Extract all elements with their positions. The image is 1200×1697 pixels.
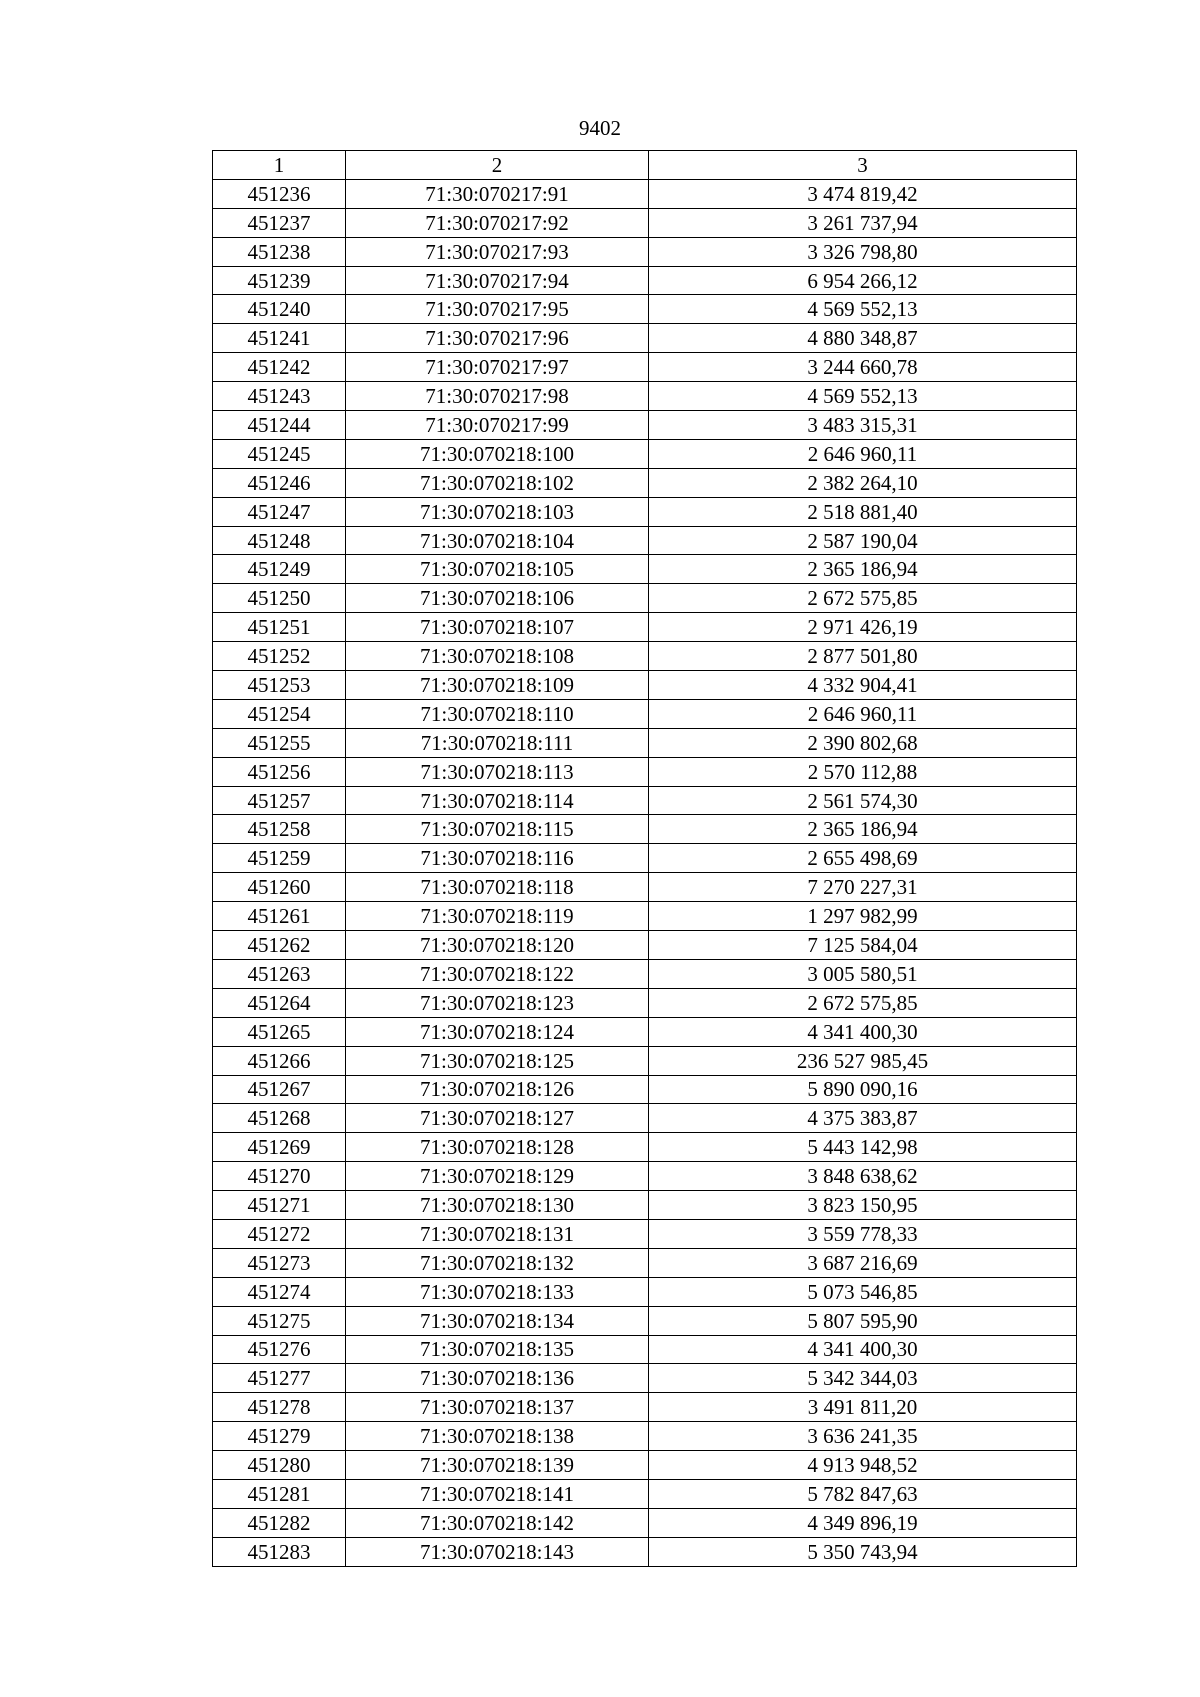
cadastral-value-cell: 3 491 811,20 <box>649 1393 1077 1422</box>
cadastral-value-cell: 3 636 241,35 <box>649 1422 1077 1451</box>
table-row <box>213 1451 1077 1480</box>
cadastral-value-cell: 4 341 400,30 <box>649 1335 1077 1364</box>
table-row <box>213 1104 1077 1133</box>
table-row <box>213 1393 1077 1422</box>
table-row <box>213 873 1077 902</box>
cadastral-number-cell: 71:30:070218:141 <box>346 1479 649 1508</box>
row-number-cell: 451263 <box>213 959 346 988</box>
row-number-cell: 451240 <box>213 295 346 324</box>
cadastral-number-cell: 71:30:070218:134 <box>346 1306 649 1335</box>
cadastral-number-cell: 71:30:070218:131 <box>346 1219 649 1248</box>
cadastral-number-cell: 71:30:070218:122 <box>346 959 649 988</box>
cadastral-value-cell: 3 326 798,80 <box>649 237 1077 266</box>
cadastral-number-cell: 71:30:070218:129 <box>346 1162 649 1191</box>
cadastral-value-cell: 4 375 383,87 <box>649 1104 1077 1133</box>
row-number-cell: 451249 <box>213 555 346 584</box>
cadastral-value-cell: 1 297 982,99 <box>649 902 1077 931</box>
cadastral-number-cell: 71:30:070218:120 <box>346 931 649 960</box>
cadastral-value-cell: 2 561 574,30 <box>649 786 1077 815</box>
cadastral-number-cell: 71:30:070218:123 <box>346 988 649 1017</box>
cadastral-value-cell: 3 474 819,42 <box>649 179 1077 208</box>
cadastral-number-cell: 71:30:070218:106 <box>346 584 649 613</box>
cadastral-number-cell: 71:30:070218:125 <box>346 1046 649 1075</box>
cadastral-number-cell: 71:30:070217:91 <box>346 179 649 208</box>
cadastral-value-cell: 2 672 575,85 <box>649 584 1077 613</box>
table-row <box>213 671 1077 700</box>
table-row <box>213 439 1077 468</box>
cadastral-value-cell: 4 913 948,52 <box>649 1451 1077 1480</box>
cadastral-value-cell: 6 954 266,12 <box>649 266 1077 295</box>
cadastral-number-cell: 71:30:070218:111 <box>346 728 649 757</box>
cadastral-value-cell: 4 880 348,87 <box>649 324 1077 353</box>
table-row <box>213 757 1077 786</box>
column-header-2: 2 <box>346 151 649 180</box>
cadastral-value-cell: 2 382 264,10 <box>649 468 1077 497</box>
row-number-cell: 451252 <box>213 642 346 671</box>
cadastral-value-cell: 5 073 546,85 <box>649 1277 1077 1306</box>
row-number-cell: 451277 <box>213 1364 346 1393</box>
table-row <box>213 1306 1077 1335</box>
cadastral-number-cell: 71:30:070218:130 <box>346 1191 649 1220</box>
row-number-cell: 451248 <box>213 526 346 555</box>
cadastral-number-cell: 71:30:070218:116 <box>346 844 649 873</box>
table-row <box>213 526 1077 555</box>
row-number-cell: 451257 <box>213 786 346 815</box>
cadastral-number-cell: 71:30:070218:138 <box>346 1422 649 1451</box>
cadastral-value-cell: 2 655 498,69 <box>649 844 1077 873</box>
row-number-cell: 451256 <box>213 757 346 786</box>
table-row <box>213 1162 1077 1191</box>
cadastral-value-cell: 3 244 660,78 <box>649 353 1077 382</box>
cadastral-value-cell: 3 823 150,95 <box>649 1191 1077 1220</box>
cadastral-number-cell: 71:30:070218:137 <box>346 1393 649 1422</box>
cadastral-number-cell: 71:30:070218:105 <box>346 555 649 584</box>
cadastral-number-cell: 71:30:070218:136 <box>346 1364 649 1393</box>
table-row <box>213 555 1077 584</box>
row-number-cell: 451237 <box>213 208 346 237</box>
cadastral-number-cell: 71:30:070217:97 <box>346 353 649 382</box>
column-header-1: 1 <box>213 151 346 180</box>
cadastral-value-cell: 5 350 743,94 <box>649 1537 1077 1566</box>
cadastral-number-cell: 71:30:070218:133 <box>346 1277 649 1306</box>
row-number-cell: 451276 <box>213 1335 346 1364</box>
table-row <box>213 1017 1077 1046</box>
cadastral-value-cell: 5 443 142,98 <box>649 1133 1077 1162</box>
table-row <box>213 1046 1077 1075</box>
row-number-cell: 451268 <box>213 1104 346 1133</box>
cadastral-value-cell: 2 365 186,94 <box>649 815 1077 844</box>
row-number-cell: 451283 <box>213 1537 346 1566</box>
cadastral-number-cell: 71:30:070218:113 <box>346 757 649 786</box>
cadastral-number-cell: 71:30:070218:142 <box>346 1508 649 1537</box>
cadastral-number-cell: 71:30:070218:126 <box>346 1075 649 1104</box>
cadastral-number-cell: 71:30:070218:104 <box>346 526 649 555</box>
cadastral-number-cell: 71:30:070217:94 <box>346 266 649 295</box>
row-number-cell: 451275 <box>213 1306 346 1335</box>
row-number-cell: 451254 <box>213 699 346 728</box>
row-number-cell: 451274 <box>213 1277 346 1306</box>
row-number-cell: 451243 <box>213 382 346 411</box>
table-row <box>213 642 1077 671</box>
table-row <box>213 1248 1077 1277</box>
row-number-cell: 451265 <box>213 1017 346 1046</box>
table-row <box>213 728 1077 757</box>
table-row <box>213 1335 1077 1364</box>
row-number-cell: 451241 <box>213 324 346 353</box>
table-row <box>213 295 1077 324</box>
cadastral-number-cell: 71:30:070218:102 <box>346 468 649 497</box>
cadastral-number-cell: 71:30:070218:100 <box>346 439 649 468</box>
table-row <box>213 699 1077 728</box>
table-row <box>213 786 1077 815</box>
table-row <box>213 208 1077 237</box>
cadastral-number-cell: 71:30:070218:124 <box>346 1017 649 1046</box>
row-number-cell: 451246 <box>213 468 346 497</box>
row-number-cell: 451281 <box>213 1479 346 1508</box>
table-row <box>213 1219 1077 1248</box>
table-row <box>213 237 1077 266</box>
cadastral-value-cell: 4 569 552,13 <box>649 382 1077 411</box>
row-number-cell: 451251 <box>213 613 346 642</box>
table-row <box>213 468 1077 497</box>
table-row <box>213 324 1077 353</box>
cadastral-value-cell: 2 971 426,19 <box>649 613 1077 642</box>
table-row <box>213 179 1077 208</box>
page-number: 9402 <box>579 116 621 140</box>
cadastral-value-cell: 3 005 580,51 <box>649 959 1077 988</box>
row-number-cell: 451244 <box>213 411 346 440</box>
cadastral-value-cell: 5 807 595,90 <box>649 1306 1077 1335</box>
row-number-cell: 451259 <box>213 844 346 873</box>
table-body <box>213 179 1077 1566</box>
cadastral-number-cell: 71:30:070217:92 <box>346 208 649 237</box>
cadastral-number-cell: 71:30:070217:93 <box>346 237 649 266</box>
table-row <box>213 1191 1077 1220</box>
cadastral-value-cell: 2 390 802,68 <box>649 728 1077 757</box>
table-row <box>213 353 1077 382</box>
row-number-cell: 451238 <box>213 237 346 266</box>
cadastral-value-cell: 5 782 847,63 <box>649 1479 1077 1508</box>
cadastral-value-cell: 4 332 904,41 <box>649 671 1077 700</box>
table-row <box>213 1508 1077 1537</box>
row-number-cell: 451260 <box>213 873 346 902</box>
row-number-cell: 451282 <box>213 1508 346 1537</box>
row-number-cell: 451278 <box>213 1393 346 1422</box>
cadastral-value-cell: 3 559 778,33 <box>649 1219 1077 1248</box>
row-number-cell: 451239 <box>213 266 346 295</box>
cadastral-number-cell: 71:30:070218:143 <box>346 1537 649 1566</box>
row-number-cell: 451264 <box>213 988 346 1017</box>
row-number-cell: 451258 <box>213 815 346 844</box>
table-row <box>213 584 1077 613</box>
row-number-cell: 451253 <box>213 671 346 700</box>
cadastral-number-cell: 71:30:070218:109 <box>346 671 649 700</box>
cadastral-number-cell: 71:30:070217:95 <box>346 295 649 324</box>
row-number-cell: 451242 <box>213 353 346 382</box>
row-number-cell: 451279 <box>213 1422 346 1451</box>
table-row <box>213 613 1077 642</box>
cadastral-number-cell: 71:30:070218:119 <box>346 902 649 931</box>
table-row <box>213 1537 1077 1566</box>
table-row <box>213 1479 1077 1508</box>
cadastral-value-cell: 2 587 190,04 <box>649 526 1077 555</box>
cadastral-value-cell: 3 848 638,62 <box>649 1162 1077 1191</box>
table-row <box>213 266 1077 295</box>
cadastral-value-cell: 2 877 501,80 <box>649 642 1077 671</box>
row-number-cell: 451270 <box>213 1162 346 1191</box>
row-number-cell: 451267 <box>213 1075 346 1104</box>
cadastral-number-cell: 71:30:070218:103 <box>346 497 649 526</box>
cadastral-value-cell: 3 261 737,94 <box>649 208 1077 237</box>
row-number-cell: 451272 <box>213 1219 346 1248</box>
table-row <box>213 497 1077 526</box>
cadastral-number-cell: 71:30:070218:139 <box>346 1451 649 1480</box>
table-row <box>213 815 1077 844</box>
column-header-3: 3 <box>649 151 1077 180</box>
row-number-cell: 451280 <box>213 1451 346 1480</box>
table-row <box>213 988 1077 1017</box>
header-row <box>213 151 1077 180</box>
cadastral-value-cell: 2 570 112,88 <box>649 757 1077 786</box>
cadastral-number-cell: 71:30:070217:98 <box>346 382 649 411</box>
cadastral-number-cell: 71:30:070217:96 <box>346 324 649 353</box>
cadastral-value-cell: 3 687 216,69 <box>649 1248 1077 1277</box>
row-number-cell: 451261 <box>213 902 346 931</box>
cadastral-number-cell: 71:30:070218:132 <box>346 1248 649 1277</box>
cadastral-number-cell: 71:30:070218:110 <box>346 699 649 728</box>
cadastral-value-cell: 2 365 186,94 <box>649 555 1077 584</box>
cadastral-value-cell: 4 341 400,30 <box>649 1017 1077 1046</box>
table-row <box>213 959 1077 988</box>
cadastral-number-cell: 71:30:070218:114 <box>346 786 649 815</box>
row-number-cell: 451269 <box>213 1133 346 1162</box>
table-row <box>213 1075 1077 1104</box>
row-number-cell: 451236 <box>213 179 346 208</box>
row-number-cell: 451250 <box>213 584 346 613</box>
table-row <box>213 1277 1077 1306</box>
cadastral-value-cell: 2 646 960,11 <box>649 439 1077 468</box>
cadastral-number-cell: 71:30:070217:99 <box>346 411 649 440</box>
table-header <box>213 151 1077 180</box>
cadastral-number-cell: 71:30:070218:128 <box>346 1133 649 1162</box>
cadastral-value-cell: 4 349 896,19 <box>649 1508 1077 1537</box>
table-row <box>213 1133 1077 1162</box>
cadastral-value-cell: 7 270 227,31 <box>649 873 1077 902</box>
cadastral-number-cell: 71:30:070218:115 <box>346 815 649 844</box>
cadastral-value-cell: 2 646 960,11 <box>649 699 1077 728</box>
table-row <box>213 844 1077 873</box>
row-number-cell: 451273 <box>213 1248 346 1277</box>
cadastral-number-cell: 71:30:070218:107 <box>346 613 649 642</box>
cadastral-value-cell: 7 125 584,04 <box>649 931 1077 960</box>
cadastral-value-cell: 2 518 881,40 <box>649 497 1077 526</box>
cadastral-value-cell: 2 672 575,85 <box>649 988 1077 1017</box>
row-number-cell: 451262 <box>213 931 346 960</box>
table-row <box>213 382 1077 411</box>
table-row <box>213 411 1077 440</box>
row-number-cell: 451271 <box>213 1191 346 1220</box>
cadastral-number-cell: 71:30:070218:118 <box>346 873 649 902</box>
row-number-cell: 451245 <box>213 439 346 468</box>
cadastral-value-cell: 236 527 985,45 <box>649 1046 1077 1075</box>
table-row <box>213 1422 1077 1451</box>
row-number-cell: 451247 <box>213 497 346 526</box>
cadastral-number-cell: 71:30:070218:127 <box>346 1104 649 1133</box>
row-number-cell: 451255 <box>213 728 346 757</box>
cadastral-value-cell: 5 342 344,03 <box>649 1364 1077 1393</box>
table-row <box>213 931 1077 960</box>
table-row <box>213 902 1077 931</box>
cadastral-number-cell: 71:30:070218:108 <box>346 642 649 671</box>
cadastral-value-cell: 4 569 552,13 <box>649 295 1077 324</box>
row-number-cell: 451266 <box>213 1046 346 1075</box>
data-table <box>212 150 1077 1567</box>
cadastral-value-cell: 5 890 090,16 <box>649 1075 1077 1104</box>
table-row <box>213 1364 1077 1393</box>
cadastral-number-cell: 71:30:070218:135 <box>346 1335 649 1364</box>
cadastral-value-cell: 3 483 315,31 <box>649 411 1077 440</box>
